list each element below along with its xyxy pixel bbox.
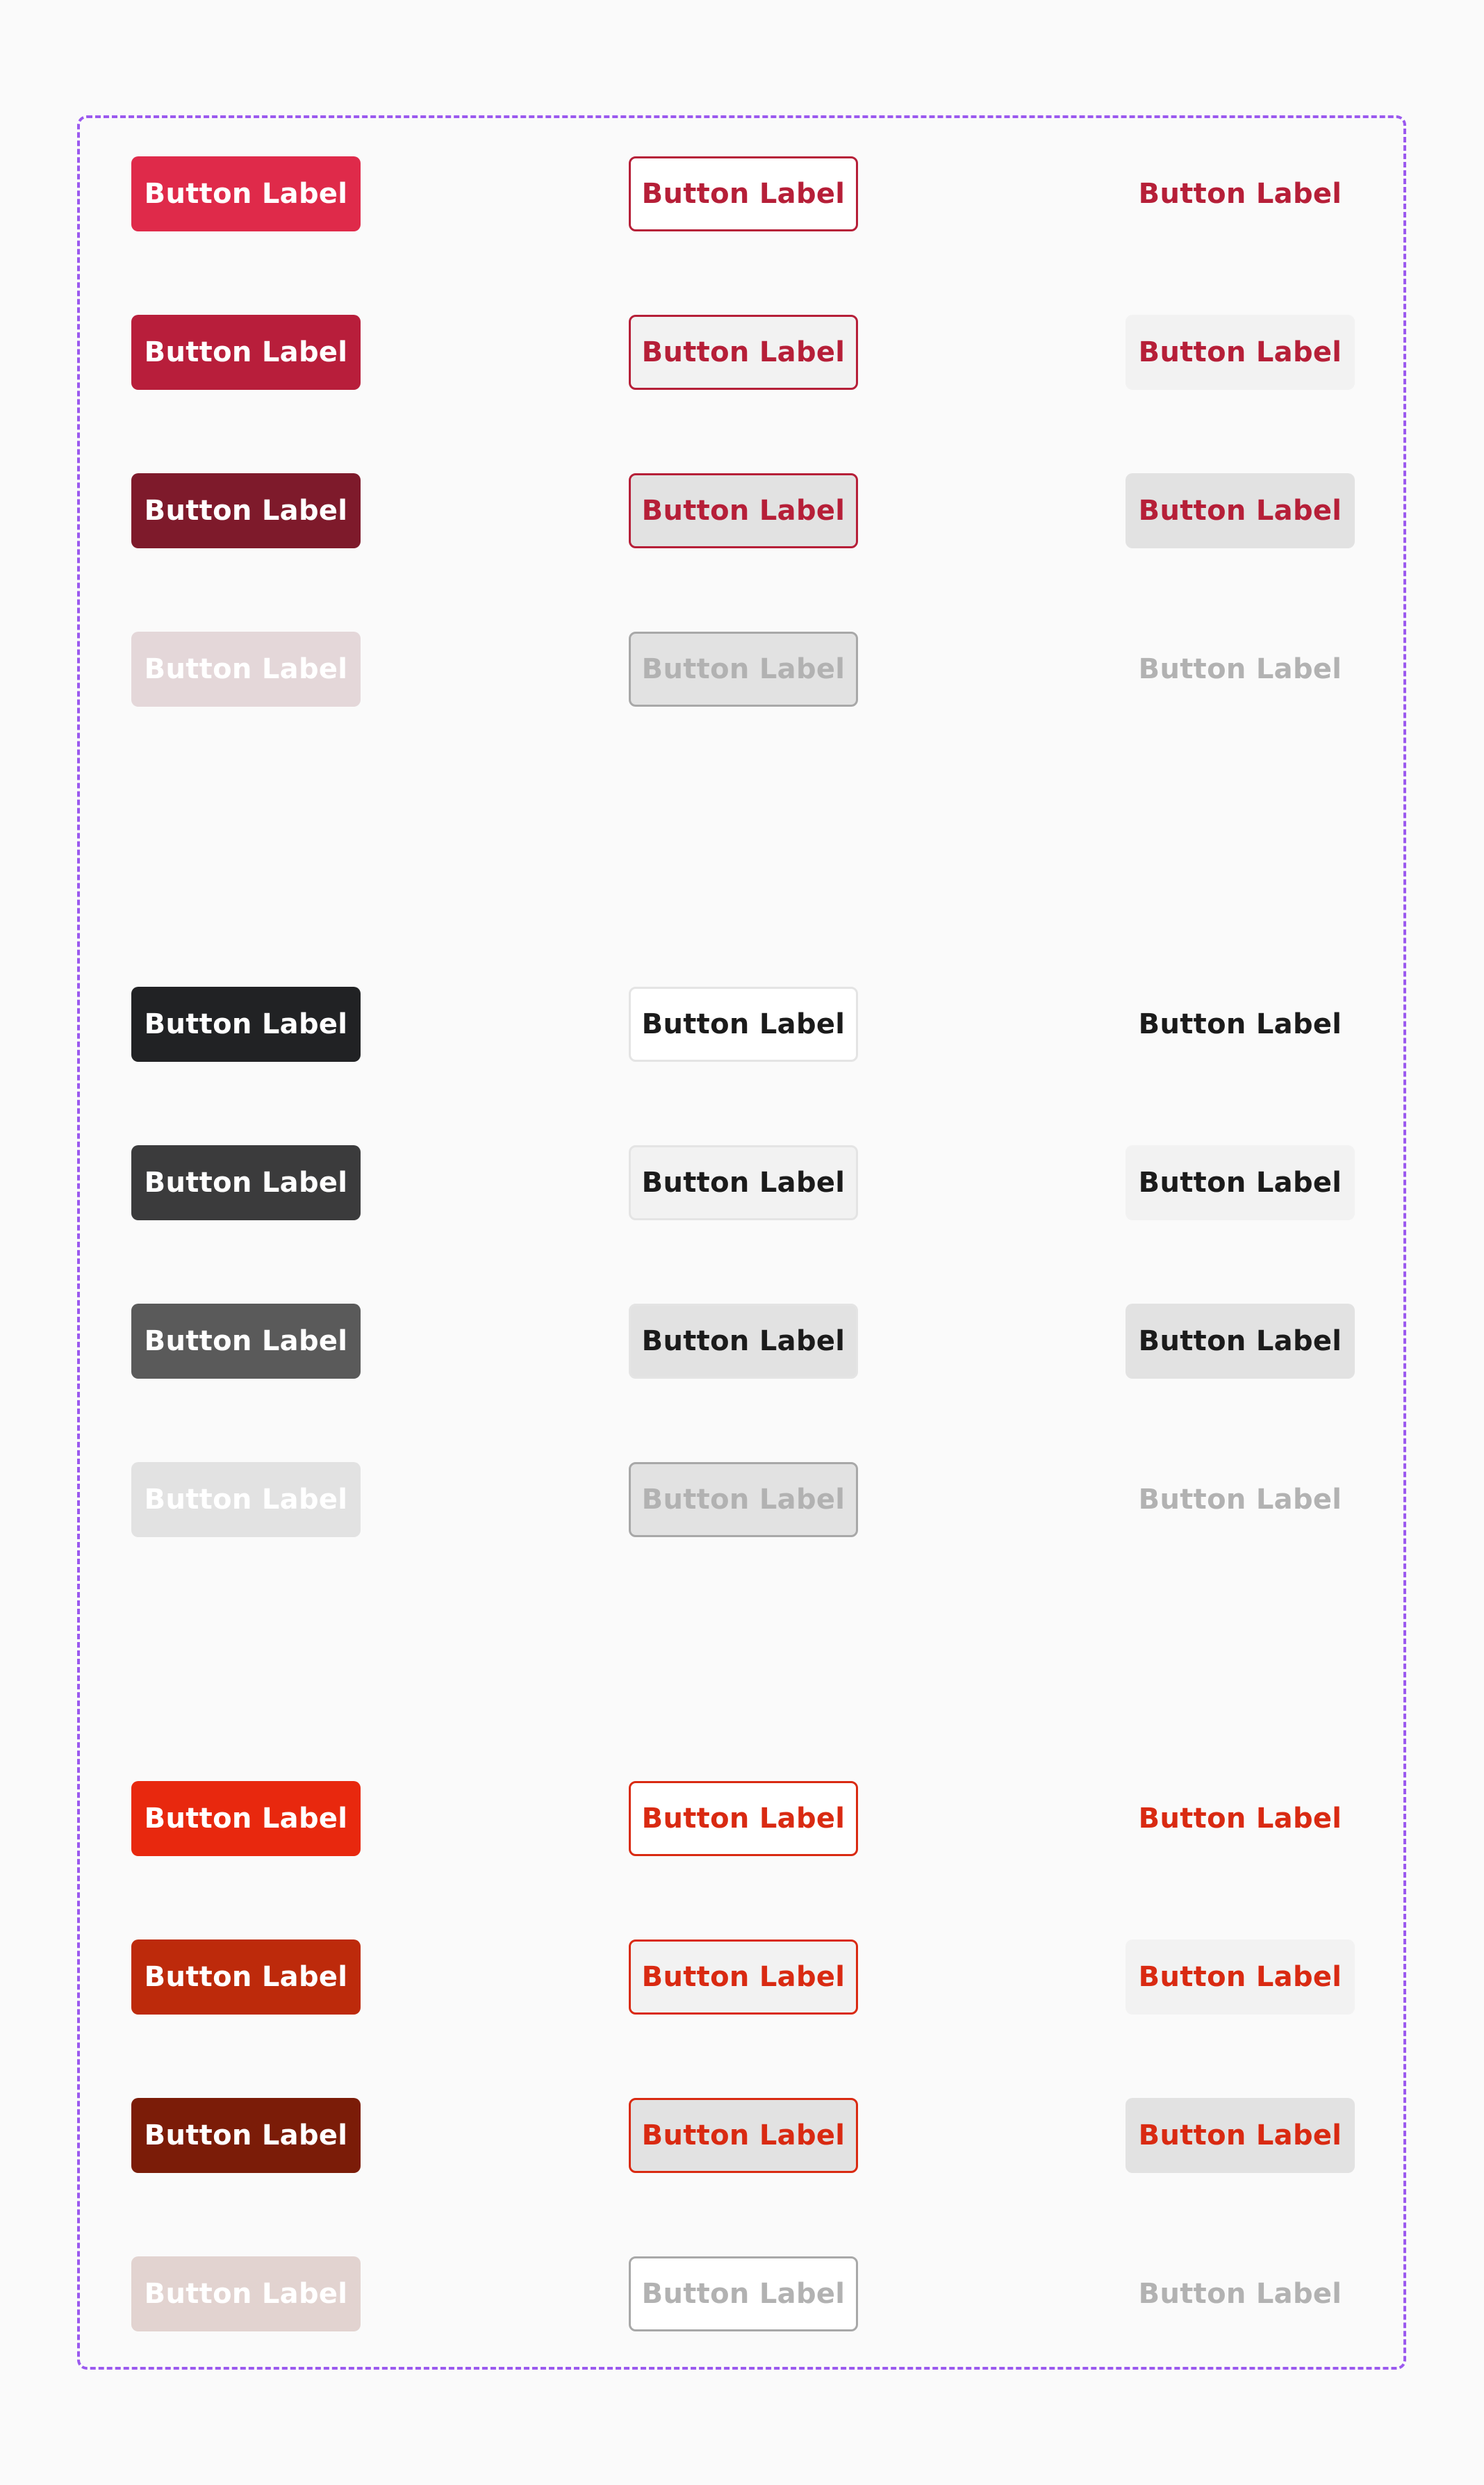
red-button-r4-c3[interactable]: Button Label xyxy=(1138,2278,1342,2310)
red-button-r4-c2[interactable]: Button Label xyxy=(629,2256,858,2331)
crimson-button-r3-c1[interactable]: Button Label xyxy=(131,473,361,548)
red-button-r3-c1[interactable]: Button Label xyxy=(131,2098,361,2173)
crimson-button-r3-c3[interactable]: Button Label xyxy=(1126,473,1355,548)
crimson-button-r1-c2[interactable]: Button Label xyxy=(629,156,858,231)
neutral-button-r3-c3[interactable]: Button Label xyxy=(1126,1304,1355,1379)
neutral-button-r2-c3[interactable]: Button Label xyxy=(1126,1145,1355,1220)
red-button-r3-c3[interactable]: Button Label xyxy=(1126,2098,1355,2173)
crimson-button-r4-c1[interactable]: Button Label xyxy=(131,632,361,707)
red-button-r1-c3[interactable]: Button Label xyxy=(1138,1803,1342,1835)
red-button-r2-c1[interactable]: Button Label xyxy=(131,1939,361,2015)
red-button-r1-c2[interactable]: Button Label xyxy=(629,1781,858,1856)
crimson-button-r2-c2[interactable]: Button Label xyxy=(629,315,858,390)
red-button-r2-c2[interactable]: Button Label xyxy=(629,1939,858,2015)
neutral-button-r2-c2[interactable]: Button Label xyxy=(629,1145,858,1220)
red-button-r1-c1[interactable]: Button Label xyxy=(131,1781,361,1856)
neutral-button-r1-c1[interactable]: Button Label xyxy=(131,987,361,1062)
crimson-button-r2-c1[interactable]: Button Label xyxy=(131,315,361,390)
crimson-button-r2-c3[interactable]: Button Label xyxy=(1126,315,1355,390)
component-frame xyxy=(77,115,1406,2370)
neutral-button-r3-c2[interactable]: Button Label xyxy=(629,1304,858,1379)
red-button-r4-c1[interactable]: Button Label xyxy=(131,2256,361,2331)
red-button-r3-c2[interactable]: Button Label xyxy=(629,2098,858,2173)
neutral-button-r4-c3[interactable]: Button Label xyxy=(1138,1484,1342,1516)
crimson-button-r4-c3[interactable]: Button Label xyxy=(1138,653,1342,685)
crimson-button-r4-c2[interactable]: Button Label xyxy=(629,632,858,707)
neutral-button-r1-c2[interactable]: Button Label xyxy=(629,987,858,1062)
crimson-button-r1-c3[interactable]: Button Label xyxy=(1138,178,1342,210)
neutral-button-r4-c2[interactable]: Button Label xyxy=(629,1462,858,1537)
crimson-button-r3-c2[interactable]: Button Label xyxy=(629,473,858,548)
neutral-button-r3-c1[interactable]: Button Label xyxy=(131,1304,361,1379)
neutral-button-r2-c1[interactable]: Button Label xyxy=(131,1145,361,1220)
neutral-button-r1-c3[interactable]: Button Label xyxy=(1138,1008,1342,1040)
red-button-r2-c3[interactable]: Button Label xyxy=(1126,1939,1355,2015)
neutral-button-r4-c1[interactable]: Button Label xyxy=(131,1462,361,1537)
crimson-button-r1-c1[interactable]: Button Label xyxy=(131,156,361,231)
